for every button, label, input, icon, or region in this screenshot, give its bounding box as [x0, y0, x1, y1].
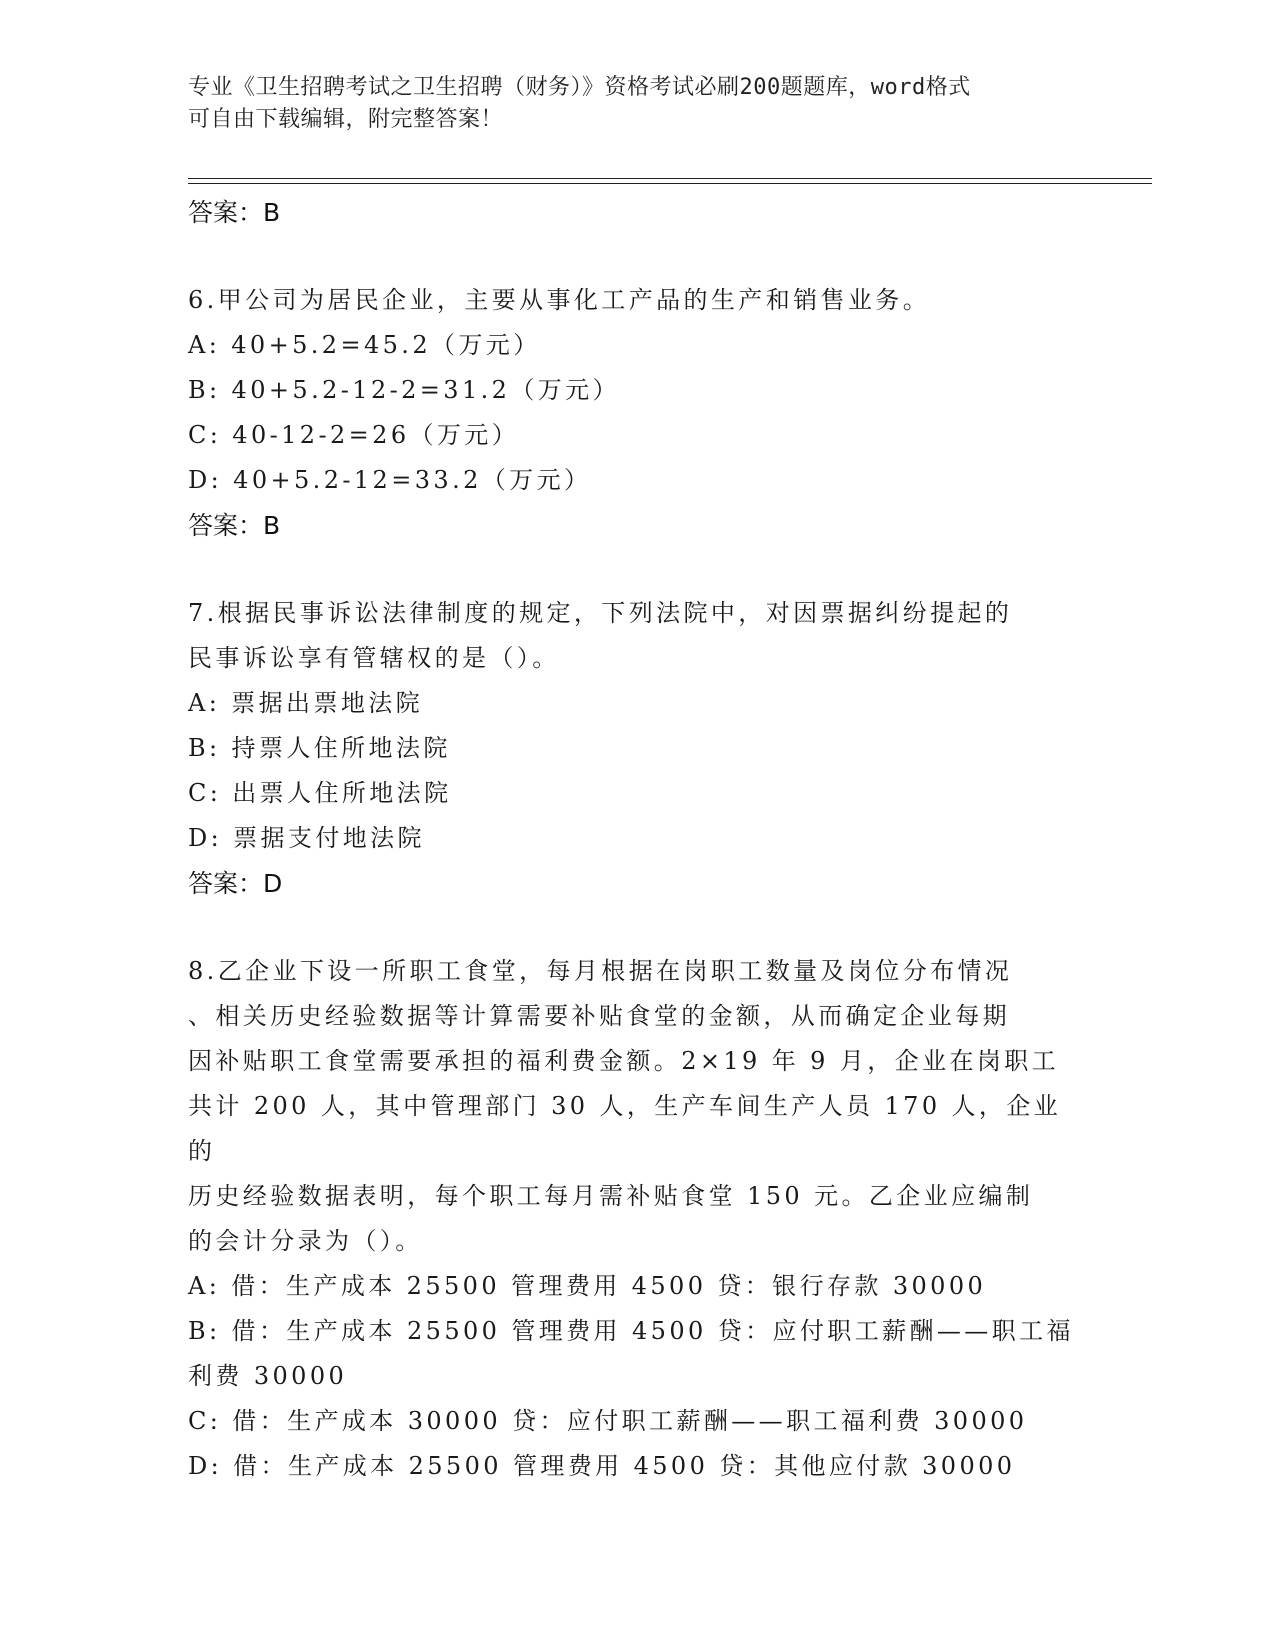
document-header [188, 72, 1068, 136]
question-8 [188, 949, 1088, 1489]
question-text-line: 的会计分录为（）。 [188, 1227, 423, 1255]
option-b: B: 40+5.2-12-2=31.2（万元） [188, 376, 620, 404]
option-b: B: 持票人住所地法院 [188, 734, 451, 762]
option-a: A: 40+5.2=45.2（万元） [188, 331, 541, 359]
option-c: C: 40-12-2=26（万元） [188, 421, 520, 449]
header-rule-top [188, 178, 1152, 179]
option-b: B: 借：生产成本 25500 管理费用 4500 贷：应付职工薪酬——职工福 [188, 1317, 1074, 1345]
question-text-line: 、相关历史经验数据等计算需要补贴食堂的金额，从而确定企业每期 [188, 1002, 1010, 1030]
option-d: D: 票据支付地法院 [188, 824, 425, 852]
option-c: C: 借：生产成本 30000 贷：应付职工薪酬——职工福利费 30000 [188, 1407, 1028, 1435]
question-text-line: 8.乙企业下设一所职工食堂，每月根据在岗职工数量及岗位分布情况 [188, 957, 1013, 985]
question-6 [188, 278, 1088, 549]
question-text-line: 因补贴职工食堂需要承担的福利费金额。2×19 年 9 月，企业在岗职工 [188, 1047, 1060, 1075]
header-rule-bottom [188, 183, 1152, 184]
question-text-line: 民事诉讼享有管辖权的是（）。 [188, 644, 560, 672]
answer-line: 答案：B [188, 198, 281, 227]
option-c: C: 出票人住所地法院 [188, 779, 452, 807]
question-list [188, 190, 1088, 1489]
question-text-line: 7.根据民事诉讼法律制度的规定，下列法院中，对因票据纠纷提起的 [188, 599, 1013, 627]
option-d: D: 40+5.2-12=33.2（万元） [188, 466, 592, 494]
option-d: D: 借：生产成本 25500 管理费用 4500 贷：其他应付款 30000 [188, 1452, 1016, 1480]
answer-line: 答案：B [188, 511, 281, 540]
header-line-1: 专业《卫生招聘考试之卫生招聘（财务）》资格考试必刷200题题库，word格式 [188, 75, 971, 100]
option-a: A: 票据出票地法院 [188, 689, 424, 717]
answer-line: 答案：D [188, 869, 283, 898]
option-a: A: 借：生产成本 25500 管理费用 4500 贷：银行存款 30000 [188, 1272, 987, 1300]
question-text: 6.甲公司为居民企业，主要从事化工产品的生产和销售业务。 [188, 286, 931, 314]
question-text-line: 历史经验数据表明，每个职工每月需补贴食堂 150 元。乙企业应编制 [188, 1182, 1034, 1210]
question-7 [188, 591, 1088, 907]
question-text-line: 共计 200 人，其中管理部门 30 人，生产车间生产人员 170 人，企业的 [188, 1092, 1062, 1165]
option-b-continued: 利费 30000 [188, 1362, 348, 1390]
header-line-2: 可自由下载编辑，附完整答案！ [188, 107, 504, 132]
